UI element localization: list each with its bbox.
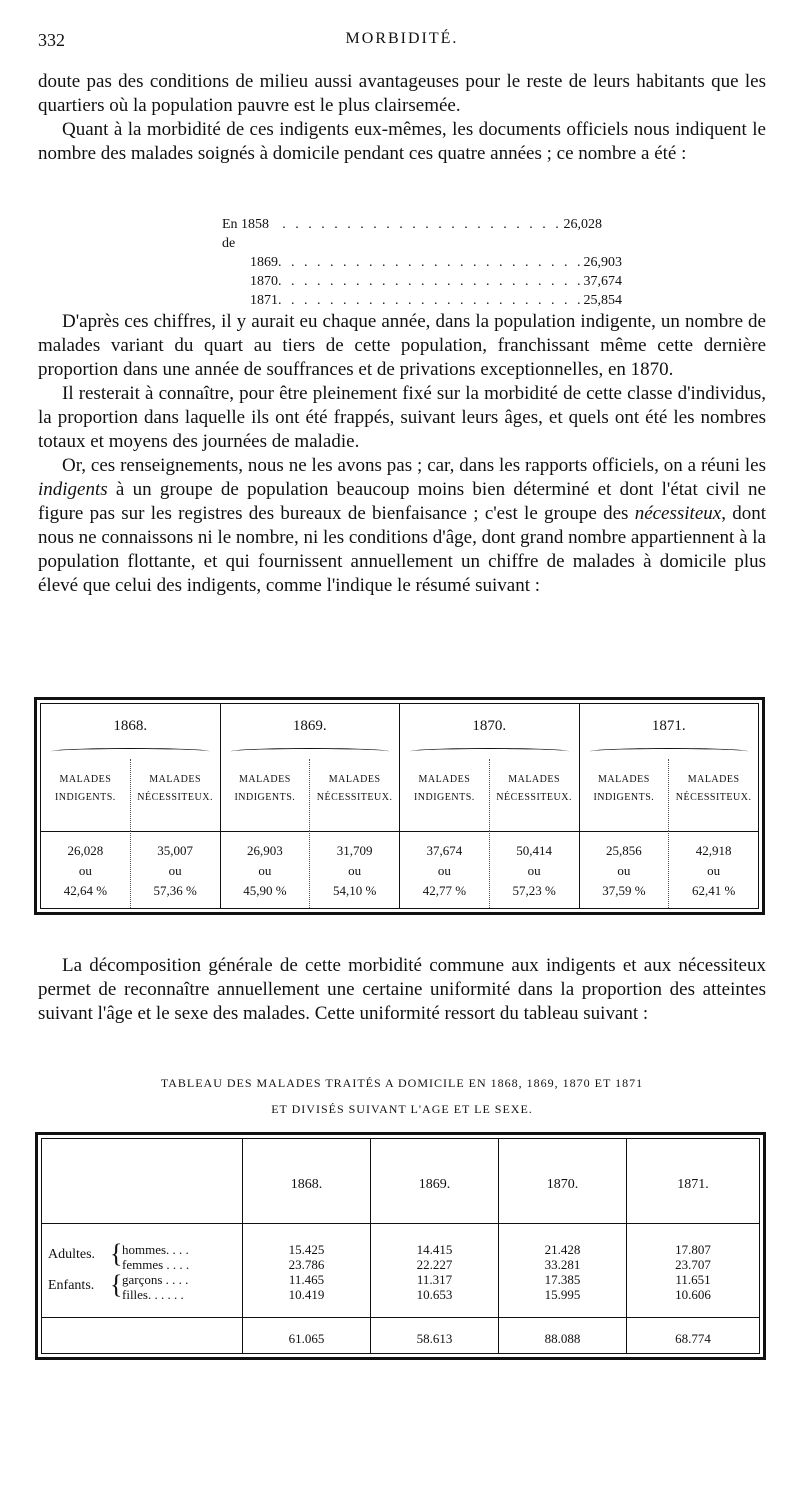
total-cell: 88.088 (499, 1317, 627, 1353)
table-cell: 25,856 ou 37,59 % (580, 831, 670, 908)
table-cell: 26,903 ou 45,90 % (221, 831, 311, 908)
column-header: MALADES NÉCESSITEUX. (131, 759, 221, 831)
column-header: MALADES NÉCESSITEUX. (490, 759, 580, 831)
table-cell: 31,709 ou 54,10 % (310, 831, 400, 908)
row-label: hommes. . . . (122, 1242, 189, 1257)
year-header: 1871. (677, 1177, 709, 1192)
emphasis: indigents (38, 479, 108, 500)
running-title: MORBIDITÉ. (345, 30, 459, 47)
total-cell: 68.774 (675, 1331, 711, 1346)
year-header: 1870. (400, 704, 580, 759)
comparison-table (34, 697, 765, 915)
column-header: MALADES INDIGENTS. (580, 759, 670, 831)
paragraph: Il resterait à connaître, pour être pleinement fixé sur la morbidité de cette classe d'individus, la proportion dans laquelle ils ont été frappés, suivant leurs âges, et quels ont été les nombres totaux et moyens des journées de maladie. (38, 383, 766, 452)
table-subtitle: ET DIVISÉS SUIVANT L'AGE ET LE SEXE. (271, 1102, 533, 1116)
total-cell: 58.613 (371, 1317, 499, 1353)
emphasis: nécessiteux (634, 503, 722, 524)
yearly-list (222, 215, 622, 310)
year-header: 1868. (41, 704, 221, 759)
year-header: 1868. (243, 1139, 371, 1223)
table-cell: 50,414 ou 57,23 % (490, 831, 580, 908)
paragraph: Quant à la morbidité de ces indigents eux-mêmes, les documents officiels nous indiquent le nombre des malades soignés à domicile pendant ces quatre années ; ce nombre a été : (38, 119, 766, 164)
table-body (42, 1223, 759, 1318)
paragraph: doute pas des conditions de milieu aussi avantageuses pour le reste de leurs habitants que les quartiers où la population pauvre est le plus clairsemée. (38, 71, 766, 116)
year-header-row (41, 704, 758, 759)
page-header (38, 30, 766, 56)
row-labels: Adultes. { hommes. . . . femmes . . . . Enfants. { garçons . . . . filles. . . . . . (42, 1223, 243, 1317)
paragraph: La décomposition générale de cette morbidité commune aux indigents et aux nécessiteux permet de reconnaître annuellement une certaine uniformité dans la proportion des atteintes suivant l'âge et le sexe des malades. Cette uniformité ressort du tableau suivant : (38, 955, 766, 1024)
table-cell: 26,028 ou 42,64 % (41, 831, 131, 908)
table-cell: 37,674 ou 42,77 % (400, 831, 490, 908)
text-block-1 (38, 70, 766, 166)
year-header: 1870. (499, 1139, 627, 1223)
row-label: filles. . . . . . (122, 1287, 184, 1302)
list-item: En 1858 de . . . . . . . . . . . . . . . . . . . . . . 26,028 (222, 217, 602, 251)
year-column: 15.425 23.786 11.465 10.419 (243, 1223, 371, 1317)
column-header: MALADES INDIGENTS. (41, 759, 131, 831)
totals-row (42, 1317, 759, 1353)
age-sex-table (35, 1132, 766, 1360)
table-header-row (42, 1139, 759, 1224)
total-cell: 61.065 (243, 1317, 371, 1353)
table-cell: 42,918 ou 62,41 % (691, 843, 736, 898)
row-label: garçons . . . . (122, 1272, 189, 1287)
table-cell: 35,007 ou 57,36 % (131, 831, 221, 908)
year-column: 21.428 33.281 17.385 15.995 (499, 1223, 627, 1317)
list-item: 1871 . . . . . . . . . . . . . . . . . . . . . . . . 25,854 (250, 293, 622, 308)
year-header: 1869. (371, 1139, 499, 1223)
list-item: 1869 . . . . . . . . . . . . . . . . . . . . . . . . 26,903 (250, 255, 622, 270)
year-header: 1869. (221, 704, 401, 759)
page-number: 332 (38, 30, 65, 50)
year-column: 17.807 23.707 11.651 10.606 (675, 1242, 711, 1302)
column-header: MALADES INDIGENTS. (221, 759, 311, 831)
year-header: 1871. (580, 704, 759, 759)
column-header: MALADES INDIGENTS. (400, 759, 490, 831)
paragraph: Or, ces renseignements, nous ne les avons pas ; car, dans les rapports officiels, on a réuni les indigents à un groupe de population beaucoup moins bien déterminé et dont l'état civil ne figure pas sur les registres des bureaux de bienfaisance ; c'est le groupe des nécessiteux, dont nous ne connaissons ni le nombre, ni les conditions d'âge, dont grand nombre appartiennent à la population flottante, et qui fournissent annuellement un chiffre de malades à domicile plus élevé que celui des indigents, comme l'indique le résumé suivant : (38, 455, 767, 596)
row-label: femmes . . . . (122, 1257, 190, 1272)
year-column: 14.415 22.227 11.317 10.653 (371, 1223, 499, 1317)
text-block-2 (38, 310, 766, 598)
table-title: TABLEAU DES MALADES TRAITÉS A DOMICILE EN 1868, 1869, 1870 ET 1871 (160, 1076, 644, 1090)
column-header: MALADES NÉCESSITEUX. (310, 759, 400, 831)
group-label: Enfants. (48, 1278, 95, 1293)
column-header: MALADES NÉCESSITEUX. (675, 774, 752, 803)
group-label: Adultes. (48, 1247, 96, 1262)
value-row (41, 831, 758, 908)
paragraph: D'après ces chiffres, il y aurait eu chaque année, dans la population indigente, un nombre de malades variant du quart au tiers de cette population, franchissant même cette dernière proportion dans une année de souffrances et de privations exceptionnelles, en 1870. (38, 311, 766, 380)
column-header-row (41, 759, 758, 832)
list-item: 1870 . . . . . . . . . . . . . . . . . . . . . . . . 37,674 (250, 274, 622, 289)
